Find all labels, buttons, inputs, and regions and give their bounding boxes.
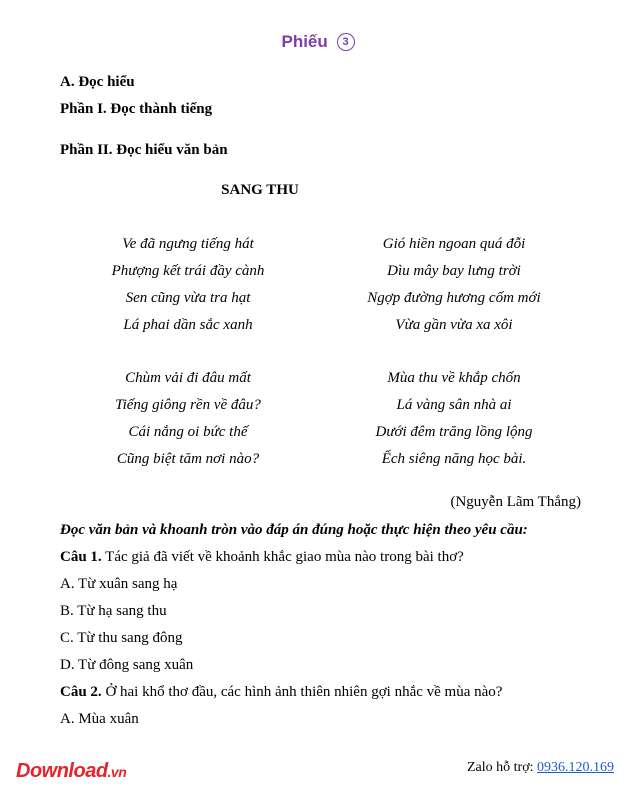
question-text: Tác giả đã viết về khoảnh khắc giao mùa nào trong bài thơ?: [101, 549, 464, 565]
support-label: Zalo hỗ trợ:: [467, 760, 537, 775]
poem-author: (Nguyễn Lãm Thắng): [450, 494, 581, 510]
answer-option[interactable]: B. Từ hạ sang thu: [60, 603, 167, 619]
question-2: [60, 684, 502, 701]
question-text: Ở hai khổ thơ đầu, các hình ảnh thiên nhiên gợi nhắc về mùa nào?: [101, 684, 503, 700]
poem-line: Chùm vải đi đâu mất: [125, 370, 251, 386]
section-a-heading: A. Đọc hiểu: [60, 74, 135, 90]
part2-heading: Phần II. Đọc hiểu văn bản: [60, 142, 228, 158]
poem-line: Ngợp đường hương cốm mới: [367, 290, 541, 306]
worksheet-title: [0, 32, 636, 52]
logo-tld-text: .vn: [107, 764, 127, 780]
poem-line: Gió hiền ngoan quá đỗi: [382, 236, 526, 252]
poem-title: SANG THU: [221, 182, 299, 198]
worksheet-title-text: Phiếu: [281, 32, 328, 51]
answer-option[interactable]: A. Mùa xuân: [60, 711, 139, 727]
part1-heading: Phần I. Đọc thành tiếng: [60, 101, 213, 117]
poem-line: Cái nắng oi bức thế: [128, 424, 248, 440]
answer-option[interactable]: C. Từ thu sang đông: [60, 630, 183, 646]
poem-line: Lá vàng sân nhà ai: [396, 397, 512, 413]
instruction-text: Đọc văn bản và khoanh tròn vào đáp án đúng hoặc thực hiện theo yêu cầu:: [60, 522, 528, 538]
poem-line: Cũng biệt tăm nơi nào?: [116, 451, 260, 467]
question-label: Câu 2.: [60, 684, 102, 700]
poem-line: Ve đã ngưng tiếng hát: [122, 236, 254, 252]
poem-line: Dìu mây bay lưng trời: [387, 263, 521, 279]
worksheet-number-badge: 3: [337, 33, 355, 51]
answer-option[interactable]: D. Từ đông sang xuân: [60, 657, 194, 673]
poem-left-column: [58, 234, 318, 476]
answer-option[interactable]: A. Từ xuân sang hạ: [60, 576, 178, 592]
poem-line: Dưới đêm trăng lồng lộng: [375, 424, 533, 440]
question-label: Câu 1.: [60, 549, 102, 565]
download-logo[interactable]: [16, 760, 126, 783]
support-phone-link[interactable]: 0936.120.169: [537, 760, 614, 775]
poem-line: Sen cũng vừa tra hạt: [125, 290, 251, 306]
poem-line: Mùa thu về khắp chốn: [387, 370, 521, 386]
poem-line: Phượng kết trái đầy cành: [111, 263, 265, 279]
question-1: [60, 549, 464, 566]
poem-line: Ếch siêng năng học bài.: [381, 451, 527, 467]
zalo-support: [467, 760, 614, 776]
poem-line: Vừa gần vừa xa xôi: [395, 317, 513, 333]
logo-main-text: Download: [16, 760, 108, 782]
poem-line: Lá phai dần sắc xanh: [123, 317, 253, 333]
poem-line: Tiếng giông rền về đâu?: [115, 397, 261, 413]
poem-right-column: [324, 234, 584, 476]
